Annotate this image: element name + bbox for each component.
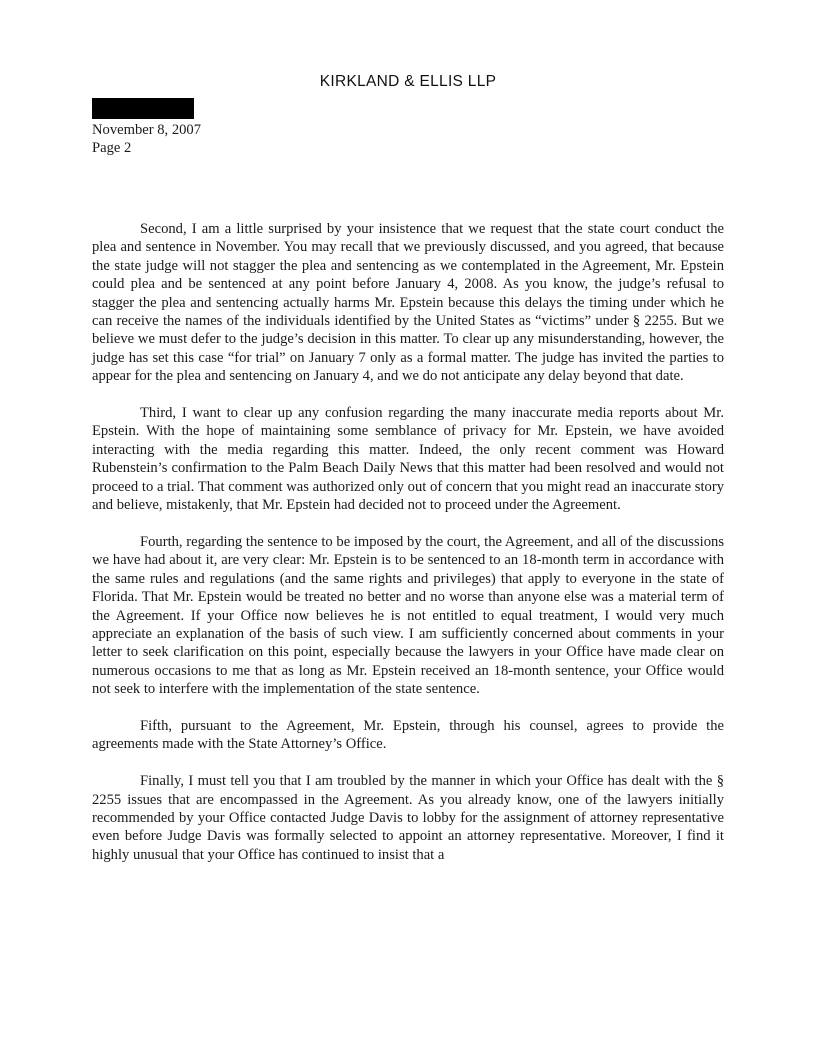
letter-header-block (92, 121, 201, 157)
paragraph-fourth: Fourth, regarding the sentence to be imposed by the court, the Agreement, and all of the discussions we have had about it, are very clear: Mr. Epstein is to be sentenced to an 18-month term in accordance with the same rules and regulations (and the same rights and privileges) that apply to everyone in the state of Florida. That Mr. Epstein would be treated no better and no worse than anyone else was a material term of the Agreement. If your Office now believes he is not entitled to equal treatment, I would very much appreciate an explanation of the basis of such view. I am sufficiently concerned about comments in your letter to seek clarification on this point, especially because the lawyers in your Office have made clear on numerous occasions to me that as long as Mr. Epstein received an 18-month sentence, your Office would not seek to interfere with the implementation of the state sentence. (92, 533, 724, 698)
page-number-label: Page 2 (92, 140, 132, 156)
paragraph-finally: Finally, I must tell you that I am troubled by the manner in which your Office has dealt with the § 2255 issues that are encompassed in the Agreement. As you already know, one of the lawyers initially recommended by your Office contacted Judge Davis to lobby for the assignment of attorney representative even before Judge Davis was formally selected to appoint an attorney representative. Moreover, I find it highly unusual that your Office has continued to insist that a (92, 773, 724, 863)
letter-body (92, 220, 724, 883)
redacted-recipient-box (92, 98, 194, 119)
paragraph-third: Third, I want to clear up any confusion regarding the many inaccurate media reports about Mr. Epstein. With the hope of maintaining some semblance of privacy for Mr. Epstein, we have avoided interacting with the media regarding this matter. Indeed, the only recent comment was Howard Rubenstein’s confirmation to the Palm Beach Daily News that this matter had been resolved and would not proceed to a trial. That comment was authorized only out of concern that you might read an inaccurate story and believe, mistakenly, that Mr. Epstein had decided not to proceed under the Agreement. (92, 405, 724, 514)
paragraph-fifth: Fifth, pursuant to the Agreement, Mr. Epstein, through his counsel, agrees to provide the agreements made with the State Attorney’s Office. (92, 717, 724, 753)
paragraph-second: Second, I am a little surprised by your insistence that we request that the state court conduct the plea and sentence in November. You may recall that we previously discussed, and you agreed, that because the state judge will not stagger the plea and sentencing as we contemplated in the Agreement, Mr. Epstein could plea and be sentenced at any point before January 4, 2008. As you know, the judge’s refusal to stagger the plea and sentencing actually harms Mr. Epstein because this delays the timing under which he can receive the names of the individuals identified by the United States as “victims” under § 2255. But we believe we must defer to the judge’s decision in this matter. To clear up any misunderstanding, however, the judge has set this case “for trial” on January 7 only as a formal matter. The judge has invited the parties to appear for the plea and sentencing on January 4, and we do not anticipate any delay beyond that date. (92, 221, 724, 385)
letterhead-firm-name: KIRKLAND & ELLIS LLP (319, 73, 497, 90)
letter-date: November 8, 2007 (92, 122, 202, 138)
